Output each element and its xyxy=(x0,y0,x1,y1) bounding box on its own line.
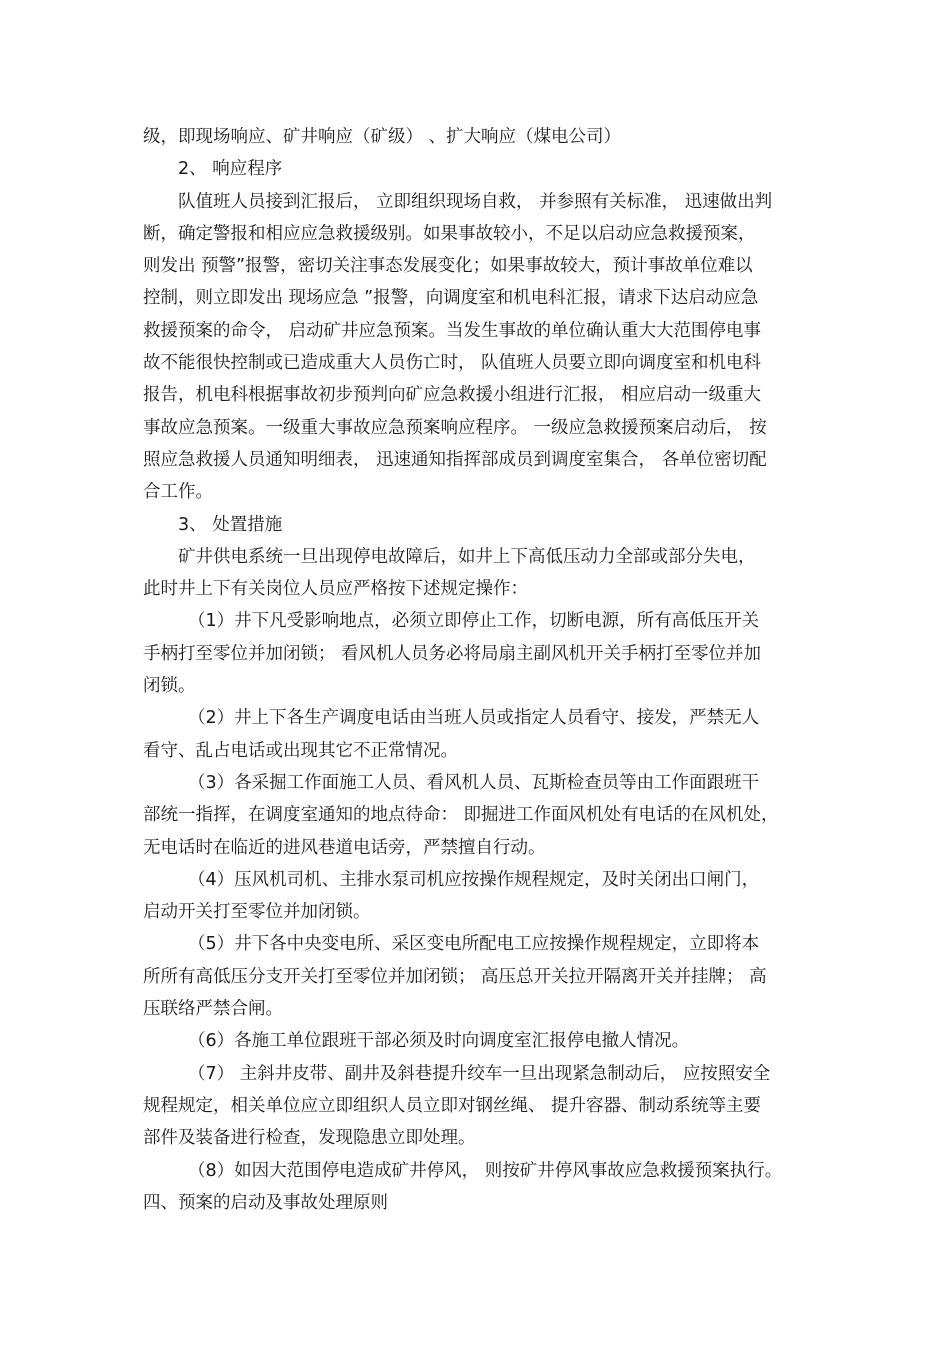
document-body xyxy=(143,121,815,1219)
text-line: 部件及装备进行检查，发现隐患立即处理。 xyxy=(143,1128,476,1149)
text-line: 所所有高低压分支开关打至零位并加闭锁； 高压总开关拉开隔离开关并挂牌； 高 xyxy=(143,966,767,987)
text-line: 规程规定，相关单位应立即组织人员立即对钢丝绳、 提升容器、制动系统等主要 xyxy=(143,1095,762,1116)
section-heading-response-procedure: 2、 响应程序 xyxy=(178,159,283,180)
list-item-5: （5）井下各中央变电所、采区变电所配电工应按操作规程规定，立即将本 xyxy=(188,934,760,955)
section-heading-plan-activation: 四、预案的启动及事故处理原则 xyxy=(143,1192,388,1213)
text-line: 无电话时在临近的进风巷道电话旁，严禁擅自行动。 xyxy=(143,837,546,858)
list-item-6: （6）各施工单位跟班干部必须及时向调度室汇报停电撤人情况。 xyxy=(188,1031,690,1052)
list-item-7: （7） 主斜井皮带、副井及斜巷提升绞车一旦出现紧急制动后， 应按照安全 xyxy=(188,1063,771,1084)
text-line: 队值班人员接到汇报后， 立即组织现场自救， 并参照有关标准， 迅速做出判 xyxy=(178,191,773,212)
text-line: 启动开关打至零位并加闭锁。 xyxy=(143,902,371,923)
text-line: 断，确定警报和相应应急救援级别。如果事故较小，不足以启动应急救援预案， xyxy=(143,223,756,244)
text-line: 部统一指挥，在调度室通知的地点待命： 即掘进工作面风机处有电话的在风机处， xyxy=(143,805,779,826)
text-line: 合工作。 xyxy=(143,482,213,503)
text-line: 手柄打至零位并加闭锁； 看风机人员务必将局扇主副风机开关手柄打至零位并加 xyxy=(143,643,762,664)
text-line: 事故应急预案。一级重大事故应急预案响应程序。 一级应急救援预案启动后， 按 xyxy=(143,417,767,438)
section-heading-disposal-measures: 3、 处置措施 xyxy=(178,514,283,535)
text-line: 照应急救援人员通知明细表， 迅速通知指挥部成员到调度室集合， 各单位密切配 xyxy=(143,449,767,470)
text-line: 压联络严禁合闸。 xyxy=(143,999,283,1020)
text-line: 闭锁。 xyxy=(143,676,196,697)
text-line: 级，即现场响应、矿井响应（矿级） 、扩大响应（煤电公司） xyxy=(143,127,622,147)
text-line: 救援预案的命令， 启动矿井应急预案。当发生事故的单位确认重大大范围停电事 xyxy=(143,320,762,341)
text-line: 报告，机电科根据事故初步预判向矿应急救援小组进行汇报， 相应启动一级重大 xyxy=(143,385,762,406)
list-item-8: （8）如因大范围停电造成矿井停风， 则按矿井停风事故应急救援预案执行。 xyxy=(188,1160,783,1181)
list-item-2: （2）井上下各生产调度电话由当班人员或指定人员看守、接发，严禁无人 xyxy=(188,708,760,729)
list-item-3: （3）各采掘工作面施工人员、看风机人员、瓦斯检查员等由工作面跟班干 xyxy=(188,772,760,793)
list-item-1: （1）井下凡受影响地点，必须立即停止工作，切断电源，所有高低压开关 xyxy=(188,611,760,632)
text-line: 则发出 预警”报警，密切关注事态发展变化；如果事故较大，预计事故单位难以 xyxy=(143,256,753,277)
text-line: 看守、乱占电话或出现其它不正常情况。 xyxy=(143,740,458,761)
text-line: 矿井供电系统一旦出现停电故障后，如井上下高低压动力全部或部分失电， xyxy=(178,546,756,567)
text-line: 此时井上下有关岗位人员应严格按下述规定操作： xyxy=(143,579,528,600)
text-line: 控制，则立即发出 现场应急 ”报警，向调度室和机电科汇报，请求下达启动应急 xyxy=(143,288,759,309)
text-line: 故不能很快控制或已造成重大人员伤亡时， 队值班人员要立即向调度室和机电科 xyxy=(143,353,762,374)
list-item-4: （4）压风机司机、主排水泵司机应按操作规程规定，及时关闭出口闸门， xyxy=(188,869,760,890)
